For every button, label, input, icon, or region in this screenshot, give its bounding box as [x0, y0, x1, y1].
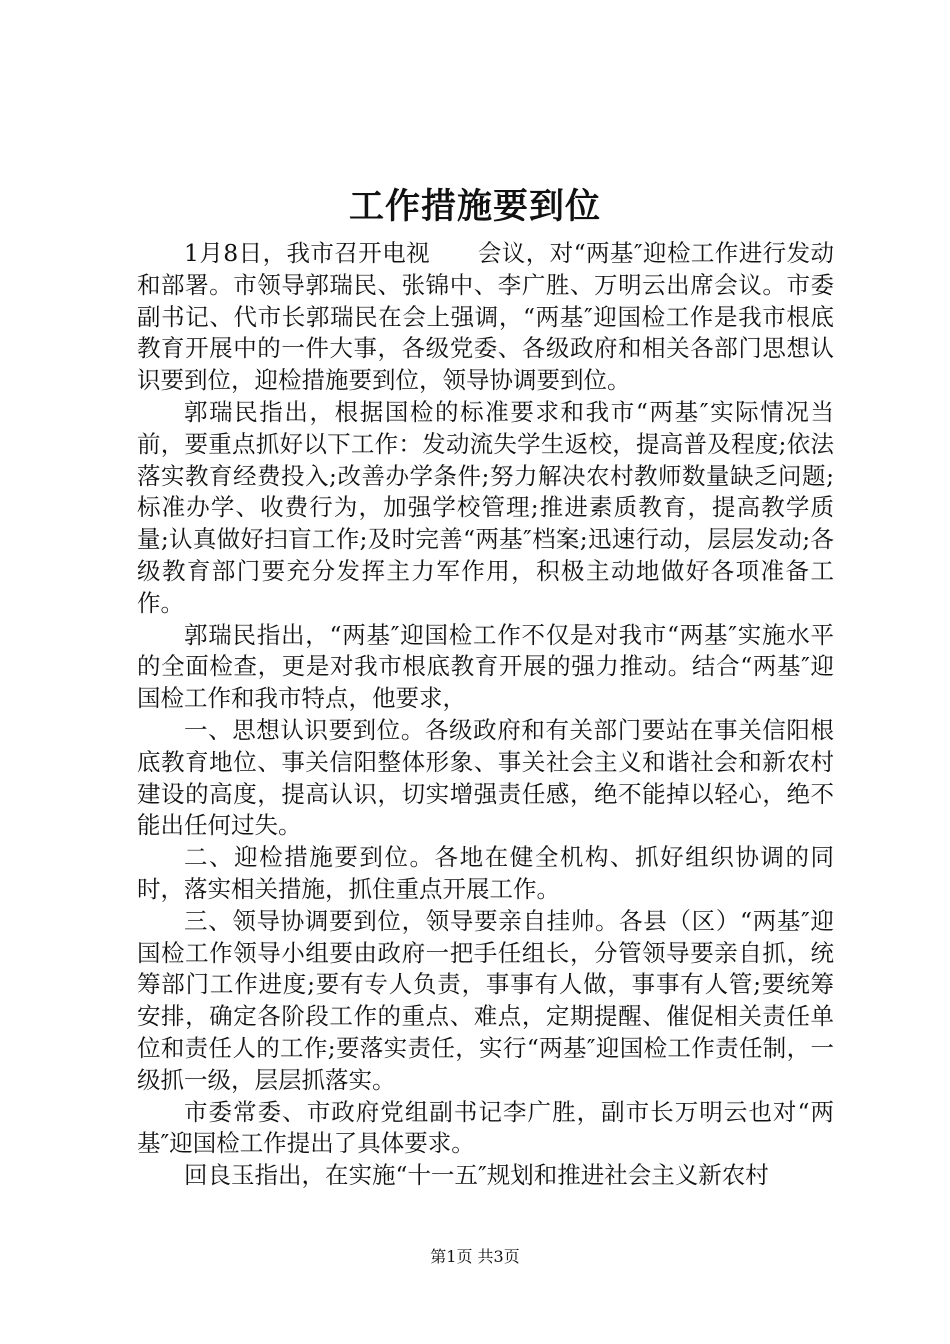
paragraph: 郭瑞民指出，“两基″迎国检工作不仅是对我市“两基″实施水平的全面检查，更是对我市根底教育开展的强力推动。结合“两基″迎国检工作和我市特点，他要求， [137, 620, 834, 713]
paragraph: 市委常委、市政府党组副书记李广胜，副市长万明云也对“两基″迎国检工作提出了具体要求。 [137, 1097, 834, 1158]
paragraph: 1月8日，我市召开电视 会议，对“两基″迎检工作进行发动和部署。市领导郭瑞民、张锦中、李广胜、万明云出席会议。市委副书记、代市长郭瑞民在会上强调，“两基″迎国检工作是我市根底教育开展中的一件大事，各级党委、各级政府和相关各部门思想认识要到位，迎检措施要到位，领导协调要到位。 [137, 239, 834, 395]
page-number: 第1页 共3页 [430, 1247, 520, 1266]
paragraph: 郭瑞民指出，根据国检的标准要求和我市“两基″实际情况当前，要重点抓好以下工作：发动流失学生返校，提高普及程度;依法落实教育经费投入;改善办学条件;努力解决农村教师数量缺乏问题;标准办学、收费行为，加强学校管理;推进素质教育，提高教学质量;认真做好扫盲工作;及时完善“两基″档案;迅速行动，层层发动;各级教育部门要充分发挥主力军作用，积极主动地做好各项准备工作。 [137, 397, 834, 617]
paragraph: 一、思想认识要到位。各级政府和有关部门要站在事关信阳根底教育地位、事关信阳整体形象、事关社会主义和谐社会和新农村建设的高度，提高认识，切实增强责任感，绝不能掉以轻心，绝不能出任何过失。 [137, 715, 834, 840]
paragraph: 回良玉指出，在实施“十一五″规划和推进社会主义新农村 [184, 1161, 769, 1190]
page-title: 工作措施要到位 [348, 186, 601, 227]
paragraph: 二、迎检措施要到位。各地在健全机构、抓好组织协调的同时，落实相关措施，抓住重点开展工作。 [137, 843, 834, 903]
document-body [137, 238, 834, 1192]
paragraph: 三、领导协调要到位，领导要亲自挂帅。各县（区）“两基″迎国检工作领导小组要由政府一把手任组长，分管领导要亲自抓，统筹部门工作进度;要有专人负责，事事有人做，事事有人管;要统筹安排，确定各阶段工作的重点、难点，定期提醒、催促相关责任单位和责任人的工作;要落实责任，实行“两基″迎国检工作责任制，一级抓一级，层层抓落实。 [137, 906, 834, 1094]
